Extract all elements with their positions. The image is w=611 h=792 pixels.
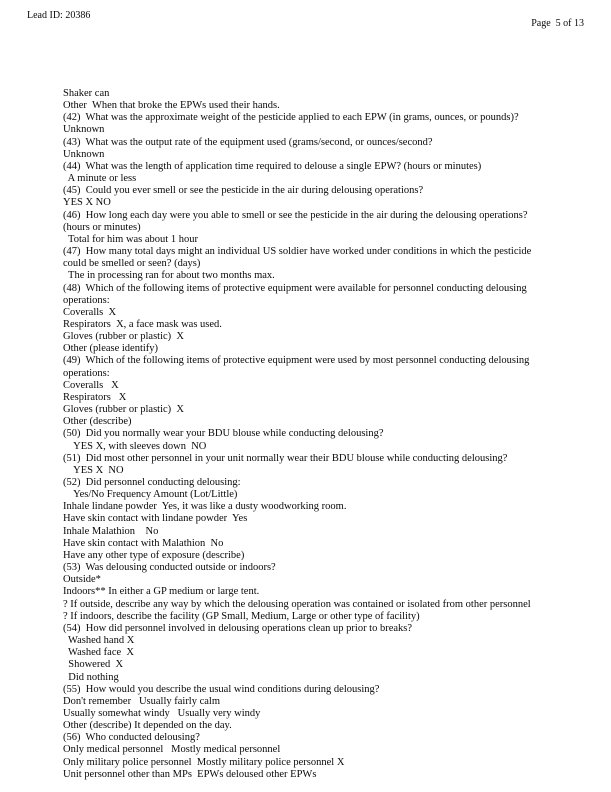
text-line: ? If indoors, describe the facility (GP Small, Medium, Large or other type of facility) (63, 610, 420, 622)
text-line: (49) Which of the following items of protective equipment were used by most personnel conducting delousing (63, 355, 530, 367)
text-line: Have skin contact with lindane powder Yes (63, 513, 248, 525)
text-line: Inhale Malathion No (63, 525, 159, 537)
text-line: (47) How many total days might an individual US soldier have worked under conditions in which the pesticide (63, 246, 532, 258)
text-line: (53) Was delousing conducted outside or indoors? (63, 562, 276, 574)
text-line: Outside* (63, 574, 101, 586)
text-line: YES X NO (63, 197, 111, 209)
text-line: A minute or less (63, 173, 137, 185)
text-line: Showered X (63, 659, 124, 671)
text-line: operations: (63, 367, 110, 379)
text-line: Gloves (rubber or plastic) X (63, 331, 185, 343)
text-line: Yes/No Frequency Amount (Lot/Little) (63, 489, 238, 501)
text-line: could be smelled or seen? (days) (63, 258, 201, 270)
text-line: Total for him was about 1 hour (63, 233, 198, 245)
text-line: Coveralls X (63, 306, 117, 318)
text-line: (hours or minutes) (63, 221, 141, 233)
text-line: Other (please identify) (63, 343, 159, 355)
text-line: Did nothing (63, 671, 119, 683)
text-line: (51) Did most other personnel in your unit normally wear their BDU blouse while conducting delousing? (63, 452, 508, 464)
text-line: Unknown (63, 124, 105, 136)
document-body (63, 88, 593, 781)
text-line: (46) How long each day were you able to smell or see the pesticide in the air during the delousing operations? (63, 209, 528, 221)
lead-id-label: Lead ID: 20386 (27, 10, 91, 21)
text-line: YES X, with sleeves down NO (63, 440, 207, 452)
text-line: Respirators X, a face mask was used. (63, 318, 222, 330)
text-line: Respirators X (63, 391, 127, 403)
page-number: Page 5 of 13 (531, 18, 584, 29)
text-line: ? If outside, describe any way by which the delousing operation was contained or isolated from other personnel (63, 598, 531, 610)
text-line: Usually somewhat windy Usually very windy (63, 707, 261, 719)
text-line: (50) Did you normally wear your BDU blouse while conducting delousing? (63, 428, 384, 440)
text-line: Other (describe) (63, 416, 132, 428)
text-line: Gloves (rubber or plastic) X (63, 404, 185, 416)
text-line: Washed face X (63, 647, 134, 659)
text-line: Other When that broke the EPWs used their hands. (63, 100, 280, 112)
text-line: YES X NO (63, 464, 124, 476)
text-line: (45) Could you ever smell or see the pesticide in the air during delousing operations? (63, 185, 424, 197)
text-line: (42) What was the approximate weight of the pesticide applied to each EPW (in grams, ounces, or pounds)? (63, 112, 519, 124)
text-line: Shaker can (63, 88, 110, 99)
text-line: The in processing ran for about two months max. (63, 270, 275, 282)
text-line: Only military police personnel Mostly military police personnel X (63, 756, 345, 768)
text-line: (55) How would you describe the usual wind conditions during delousing? (63, 683, 380, 695)
text-line: (48) Which of the following items of protective equipment were available for personnel conducting delousing (63, 282, 527, 294)
text-line: Have skin contact with Malathion No (63, 537, 224, 549)
text-line: operations: (63, 294, 110, 306)
text-line: (56) Who conducted delousing? (63, 732, 200, 744)
text-line: Other (describe) It depended on the day. (63, 720, 232, 732)
text-line: (43) What was the output rate of the equipment used (grams/second, or ounces/second? (63, 136, 433, 148)
text-line: Coveralls X (63, 379, 119, 391)
text-line: Washed hand X (63, 635, 135, 647)
text-line: (44) What was the length of application time required to delouse a single EPW? (hours or minutes) (63, 160, 482, 172)
text-line: Unit personnel other than MPs EPWs deloused other EPWs (63, 768, 317, 780)
text-line: Only medical personnel Mostly medical personnel (63, 744, 281, 756)
text-line: Inhale lindane powder Yes, it was like a dusty woodworking room. (63, 501, 347, 513)
text-line: Indoors** In either a GP medium or large tent. (63, 586, 260, 598)
text-line: (54) How did personnel involved in delousing operations clean up prior to breaks? (63, 622, 413, 634)
text-line: Don't remember Usually fairly calm (63, 695, 221, 707)
text-line: Have any other type of exposure (describe) (63, 549, 245, 561)
text-line: (52) Did personnel conducting delousing: (63, 477, 241, 488)
text-line: Unknown (63, 148, 105, 160)
